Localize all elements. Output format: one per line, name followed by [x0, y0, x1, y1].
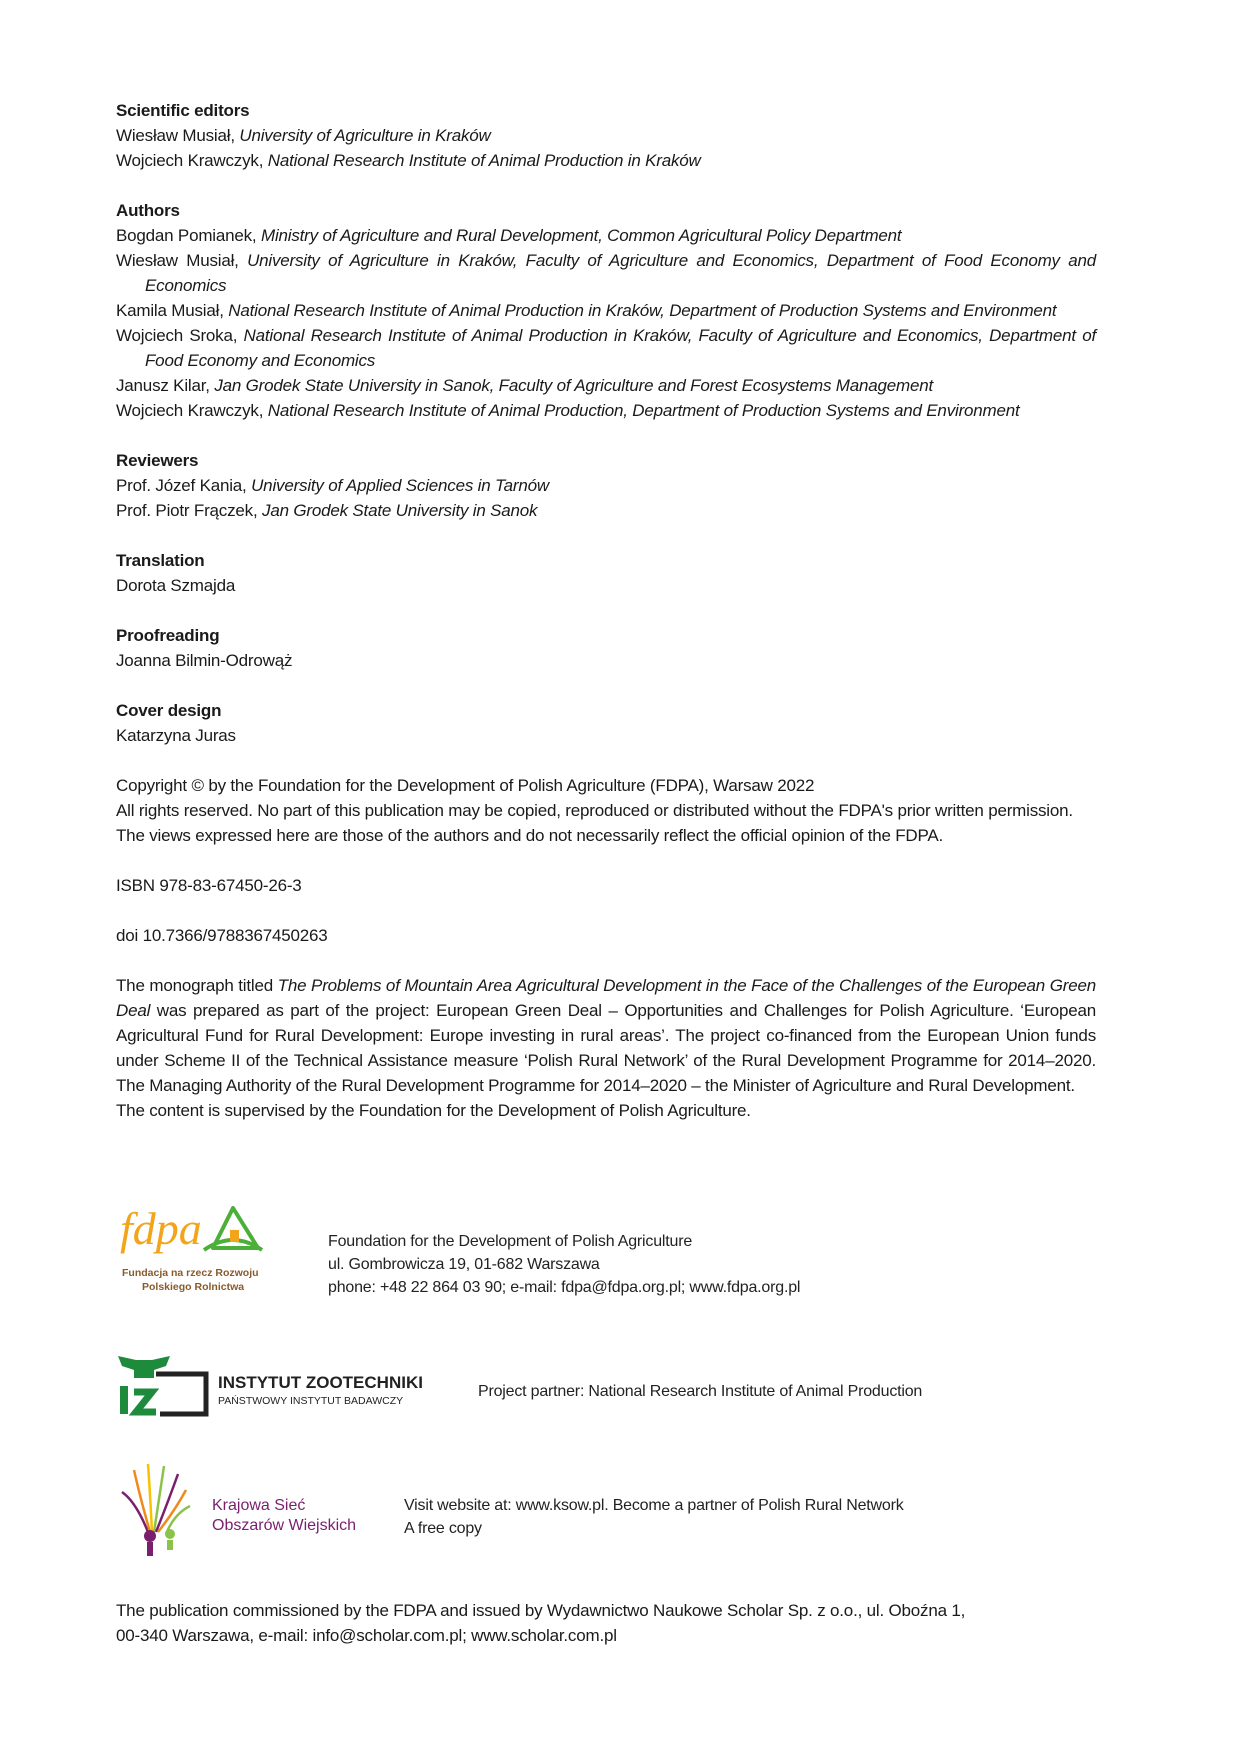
- translation-section: [116, 548, 1096, 598]
- section-heading: Translation: [116, 551, 205, 570]
- doi: doi 10.7366/9788367450263: [116, 926, 328, 945]
- section-heading: Scientific editors: [116, 101, 250, 120]
- rights-line: All rights reserved. No part of this publication may be copied, reproduced or distributed without the FDPA's prior written permission.: [116, 801, 1073, 820]
- fdpa-caption-1: Fundacja na rzecz Rozwoju: [122, 1267, 259, 1279]
- reviewers-section: [116, 448, 1096, 523]
- ksow-text-block: [404, 1494, 904, 1540]
- fdpa-caption-2: Polskiego Rolnictwa: [142, 1281, 245, 1293]
- designer-name: Katarzyna Juras: [116, 726, 236, 745]
- authors-section: [116, 198, 1096, 423]
- ksow-logo-graphic: [116, 1462, 376, 1562]
- fdpa-contact: phone: +48 22 864 03 90; e-mail: fdpa@fdpa.org.pl; www.fdpa.org.pl: [328, 1279, 801, 1296]
- copyright-line: Copyright © by the Foundation for the Development of Polish Agriculture (FDPA), Warsaw 2022: [116, 776, 815, 795]
- ksow-free-copy: A free copy: [404, 1520, 482, 1537]
- person-entry: Wiesław Musiał, University of Agriculture in Kraków, Faculty of Agriculture and Economics, Department of Food Economy and Economics: [116, 251, 1096, 295]
- person-entry: Prof. Piotr Frączek, Jan Grodek State University in Sanok: [116, 501, 538, 520]
- person-entry: Bogdan Pomianek, Ministry of Agriculture and Rural Development, Common Agricultural Policy Department: [116, 226, 902, 245]
- fdpa-address: ul. Gombrowicza 19, 01-682 Warszawa: [328, 1256, 600, 1273]
- supervised-line: The content is supervised by the Foundation for the Development of Polish Agriculture.: [116, 1101, 751, 1120]
- section-heading: Cover design: [116, 701, 222, 720]
- person-entry: Kamila Musiał, National Research Institute of Animal Production in Kraków, Department of Production Systems and Environment: [116, 301, 1057, 320]
- credits-page: [116, 98, 1096, 1123]
- section-heading: Authors: [116, 201, 180, 220]
- fdpa-name: Foundation for the Development of Polish Agriculture: [328, 1233, 693, 1250]
- monograph-paragraph: The monograph titled The Problems of Mountain Area Agricultural Development in the Face of the Challenges of the European Green Deal was prepared as part of the project: European Green Deal – Opportunities and Challenges for Polish Agriculture. ‘European Agricultural Fund for Rural Development: Europe investing in rural areas’. The project co-financed from the European Union funds under Scheme II of the Technical Assistance measure ‘Polish Rural Network’ of the Rural Development Programme for 2014–2020. The Managing Authority of the Rural Development Programme for 2014–2020 – the Minister of Agriculture and Rural Development.: [116, 976, 1096, 1095]
- footer-line-1: The publication commissioned by the FDPA and issued by Wydawnictwo Naukowe Scholar Sp. z o.o., ul. Oboźna 1,: [116, 1601, 966, 1620]
- isbn: ISBN 978-83-67450-26-3: [116, 876, 302, 895]
- ksow-logo: [116, 1462, 376, 1562]
- translator-name: Dorota Szmajda: [116, 576, 236, 595]
- monograph-title: The Problems of Mountain Area Agricultural Development in the Face of the Challenges of the European Green Deal: [116, 976, 1096, 1020]
- ksow-visit-text: Visit website at: www.ksow.pl. Become a partner of Polish Rural Network: [404, 1497, 904, 1514]
- proofreading-section: [116, 623, 1096, 673]
- iz-logo: [116, 1352, 426, 1418]
- ksow-line-1: Krajowa Sieć: [212, 1497, 306, 1514]
- person-entry: Prof. Józef Kania, University of Applied Sciences in Tarnów: [116, 476, 549, 495]
- fdpa-logo: [118, 1190, 268, 1300]
- ksow-line-2: Obszarów Wiejskich: [212, 1517, 357, 1534]
- section-heading: Reviewers: [116, 451, 199, 470]
- scientific-editors-section: [116, 98, 1096, 173]
- publisher-footer: [116, 1598, 1096, 1648]
- person-entry: Wiesław Musiał, University of Agriculture in Kraków: [116, 126, 491, 145]
- copyright-section: [116, 773, 1096, 848]
- iz-subtitle: PAŃSTWOWY INSTYTUT BADAWCZY: [218, 1395, 404, 1407]
- iz-partner-text: Project partner: National Research Institute of Animal Production: [478, 1383, 923, 1400]
- person-entry: Wojciech Krawczyk, National Research Institute of Animal Production in Kraków: [116, 151, 701, 170]
- person-entry: Janusz Kilar, Jan Grodek State University in Sanok, Faculty of Agriculture and Forest Ecosystems Management: [116, 376, 934, 395]
- fdpa-logo-word: fdpa: [120, 1203, 202, 1254]
- fdpa-logo-graphic: [118, 1190, 268, 1300]
- proofreader-name: Joanna Bilmin-Odrowąż: [116, 651, 293, 670]
- monograph-section: [116, 973, 1096, 1123]
- footer-line-2: 00-340 Warszawa, e-mail: info@scholar.com.pl; www.scholar.com.pl: [116, 1626, 617, 1645]
- iz-title: INSTYTUT ZOOTECHNIKI: [218, 1373, 423, 1392]
- cover-design-section: [116, 698, 1096, 748]
- fdpa-address-block: [328, 1230, 800, 1299]
- iz-logo-graphic: [116, 1352, 426, 1418]
- views-line: The views expressed here are those of the authors and do not necessarily reflect the official opinion of the FDPA.: [116, 826, 944, 845]
- person-entry: Wojciech Krawczyk, National Research Institute of Animal Production, Department of Production Systems and Environment: [116, 401, 1020, 420]
- person-entry: Wojciech Sroka, National Research Institute of Animal Production in Kraków, Faculty of Agriculture and Economics, Department of Food Economy and Economics: [116, 326, 1096, 370]
- section-heading: Proofreading: [116, 626, 220, 645]
